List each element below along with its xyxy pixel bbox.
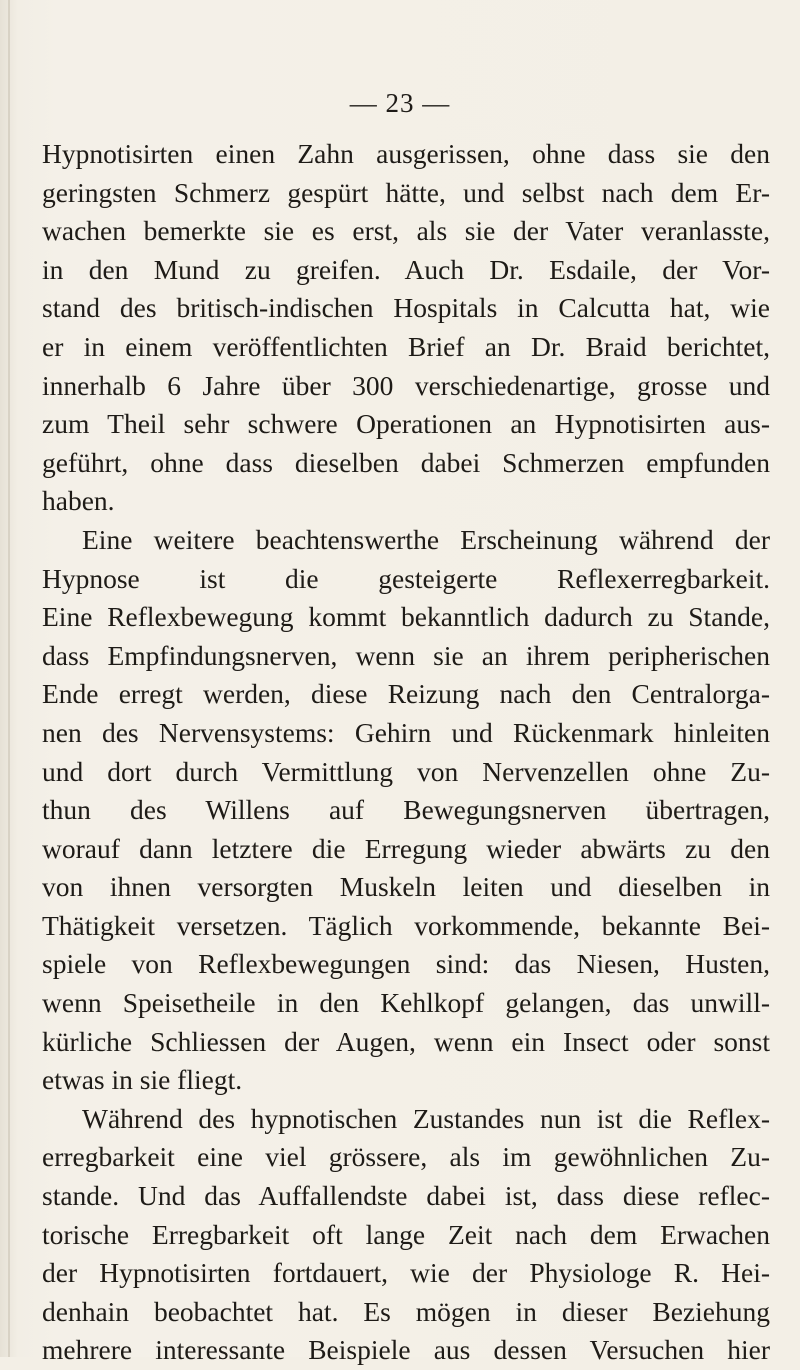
text-line: geführt, ohne dass dieselben dabei Schmerzen empfunden (42, 446, 770, 478)
text-line: er in einem veröffentlichten Brief an Dr. Braid berichtet, (42, 330, 770, 362)
text-line: erregbarkeit eine viel grössere, als im gewöhnlichen Zu- (42, 1141, 770, 1173)
text-line: Thätigkeit versetzen. Täglich vorkommende, bekannte Bei- (42, 909, 770, 941)
text-line: Ende erregt werden, diese Reizung nach den Centralorga- (42, 678, 770, 710)
text-line: zum Theil sehr schwere Operationen an Hypnotisirten aus- (42, 408, 770, 440)
text-line: in den Mund zu greifen. Auch Dr. Esdaile, der Vor- (42, 253, 770, 285)
page-number: — 23 — (349, 88, 451, 118)
text-line: wachen bemerkte sie es erst, als sie der Vater veranlasste, (42, 215, 770, 247)
text-line: nen des Nervensystems: Gehirn und Rückenmark hinleiten (42, 716, 770, 748)
body-text (42, 135, 770, 1370)
text-line: spiele von Reflexbewegungen sind: das Niesen, Husten, (42, 948, 770, 980)
text-line: wenn Speisetheile in den Kehlkopf gelangen, das unwill- (42, 987, 770, 1019)
text-line: geringsten Schmerz gespürt hätte, und selbst nach dem Er- (42, 176, 770, 208)
paragraph-end-line: etwas in sie fliegt. (42, 1064, 243, 1096)
text-line: worauf dann letztere die Erregung wieder abwärts zu den (42, 832, 770, 864)
text-line: kürliche Schliessen der Augen, wenn ein Insect oder sonst (42, 1025, 770, 1057)
text-line: innerhalb 6 Jahre über 300 verschiedenartige, grosse und (42, 369, 770, 401)
paragraph-end-line: haben. (42, 485, 115, 517)
text-line: Hypnotisirten einen Zahn ausgerissen, ohne dass sie den (42, 138, 770, 169)
text-line: stand des britisch-indischen Hospitals in Calcutta hat, wie (42, 292, 770, 324)
paragraph-start-line: Eine weitere beachtenswerthe Erscheinung während der (82, 523, 770, 555)
text-line: Eine Reflexbewegung kommt bekanntlich dadurch zu Stande, (42, 601, 770, 633)
text-line: der Hypnotisirten fortdauert, wie der Physiologe R. Hei- (42, 1257, 770, 1289)
text-line: denhain beobachtet hat. Es mögen in dieser Beziehung (42, 1295, 770, 1327)
text-line: Hypnose ist die gesteigerte Reflexerregbarkeit. (42, 562, 770, 594)
text-line: stande. Und das Auffallendste dabei ist, dass diese reflec- (42, 1180, 770, 1212)
text-line: und dort durch Vermittlung von Nervenzellen ohne Zu- (42, 755, 770, 787)
paragraph-start-line: Während des hypnotischen Zustandes nun ist die Reflex- (82, 1102, 770, 1134)
text-line: von ihnen versorgten Muskeln leiten und dieselben in (42, 871, 770, 903)
text-line: torische Erregbarkeit oft lange Zeit nach dem Erwachen (42, 1218, 770, 1250)
binding-gutter (8, 0, 10, 1357)
text-line: mehrere interessante Beispiele aus dessen Versuchen hier (42, 1334, 770, 1366)
text-line: dass Empfindungsnerven, wenn sie an ihrem peripherischen (42, 639, 770, 671)
text-line: thun des Willens auf Bewegungsnerven übertragen, (42, 794, 770, 826)
